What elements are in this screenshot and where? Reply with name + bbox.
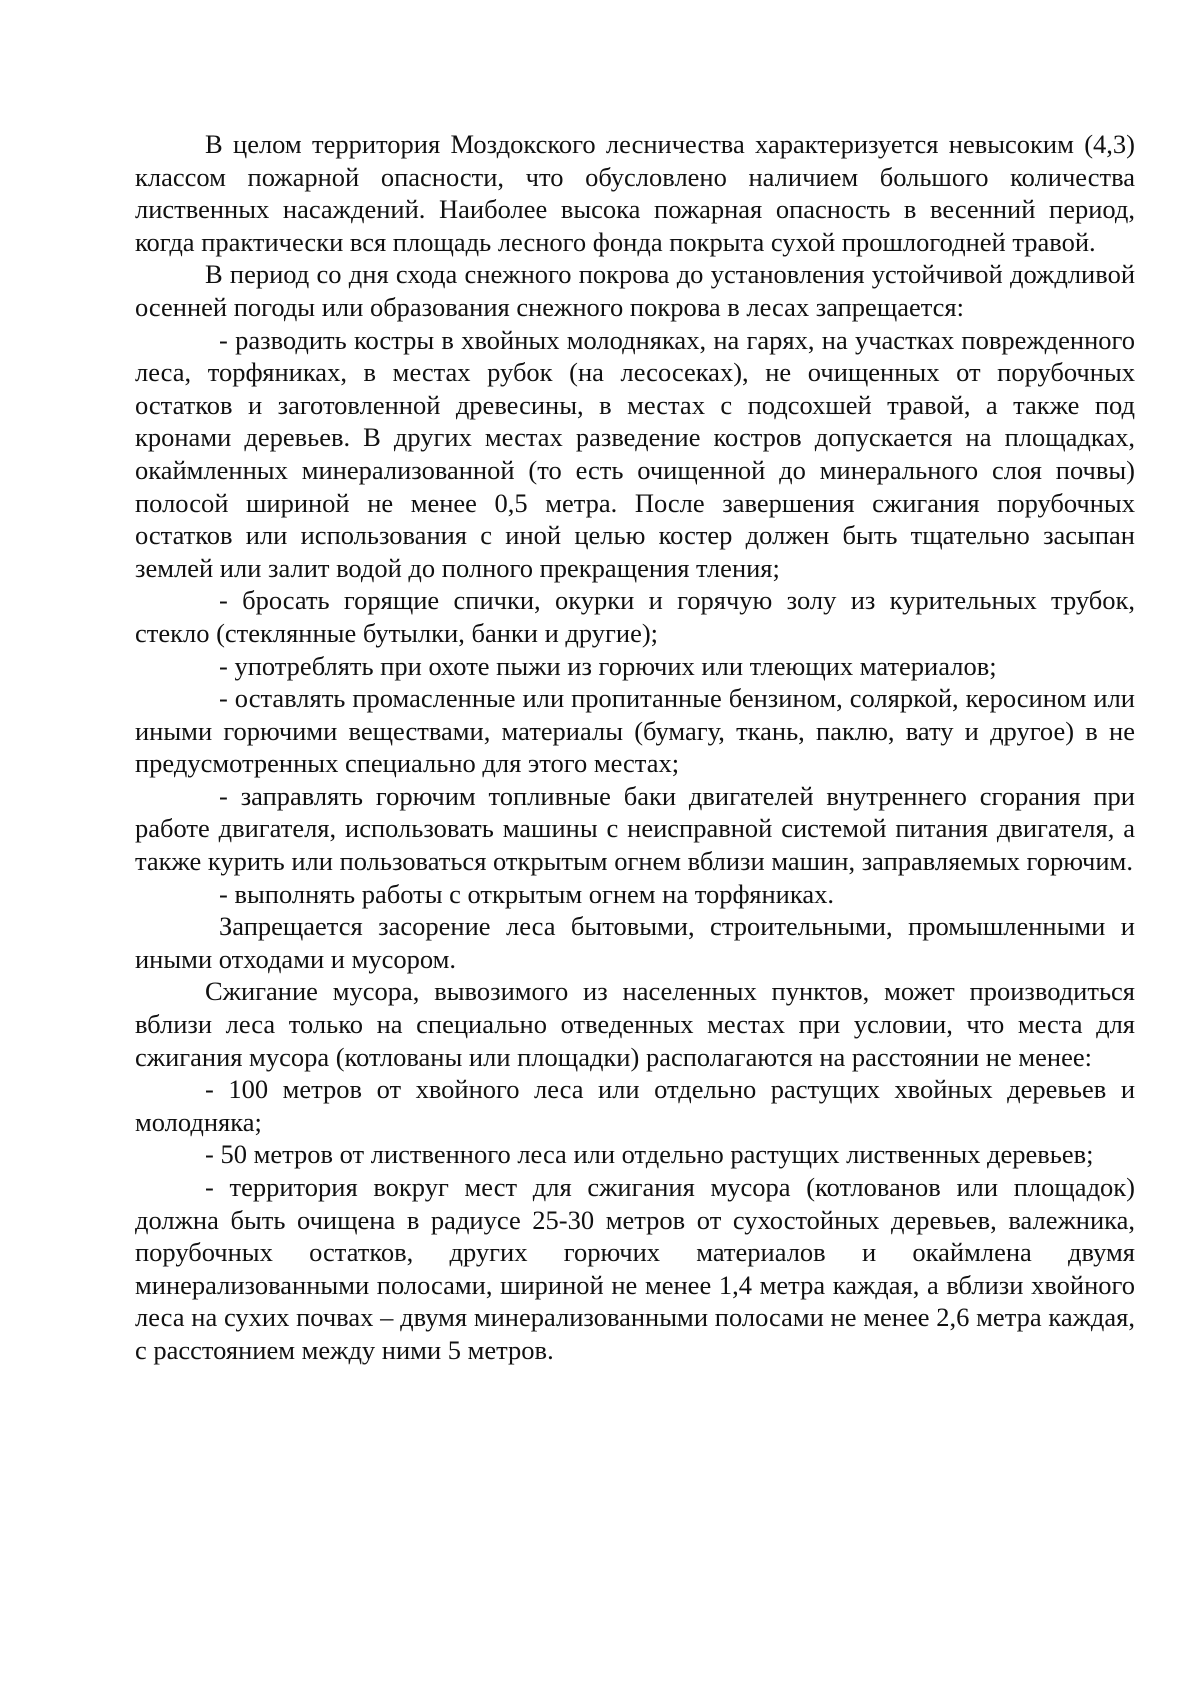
list-item-peat-works: - выполнять работы с открытым огнем на торфяниках.: [219, 878, 834, 909]
paragraph-prohibitions-intro: В период со дня схода снежного покрова до установления устойчивой дождливой осенней погоды или образования снежного покрова в лесах запрещается:: [135, 259, 1135, 322]
list-item-oiled-materials: - оставлять промасленные или пропитанные бензином, соляркой, керосином или иными горючими веществами, материалы (бумагу, ткань, паклю, вату и другое) в не предусмотренных специально для этого местах;: [135, 683, 1135, 779]
list-item-territory-clearing: - территория вокруг мест для сжигания мусора (котлованов или площадок) должна быть очищена в радиусе 25-30 метров от сухостойных деревьев, валежника, порубочных остатков, других горючих материалов и окаймлена двумя минерализованными полосами, шириной не менее 1,4 метра каждая, а вблизи хвойного леса на сухих почвах – двумя минерализованными полосами не менее 2,6 метра каждая, с расстоянием между ними 5 метров.: [135, 1172, 1135, 1365]
paragraph-waste-burning: Сжигание мусора, вывозимого из населенных пунктов, может производиться вблизи леса только на специально отведенных местах при условии, что места для сжигания мусора (котлованы или площадки) располагаются на расстоянии не менее:: [135, 976, 1135, 1072]
list-item-refueling: - заправлять горючим топливные баки двигателей внутреннего сгорания при работе двигателя, использовать машины с неисправной системой питания двигателя, а также курить или пользоваться открытым огнем вблизи машин, заправляемых горючим.: [135, 780, 1135, 877]
list-item-matches: - бросать горящие спички, окурки и горячую золу из курительных трубок, стекло (стеклянные бутылки, банки и другие);: [135, 585, 1135, 648]
list-item-50-meters: - 50 метров от лиственного леса или отдельно растущих лиственных деревьев;: [205, 1139, 1094, 1170]
document-body: [135, 128, 1135, 1367]
paragraph-littering: Запрещается засорение леса бытовыми, строительными, промышленными и иными отходами и мусором.: [135, 911, 1135, 974]
list-item-hunting-wads: - употреблять при охоте пыжи из горючих или тлеющих материалов;: [219, 650, 997, 681]
list-item-100-meters: - 100 метров от хвойного леса или отдельно растущих хвойных деревьев и молодняка;: [135, 1074, 1135, 1137]
paragraph-fire-danger-class: В целом территория Моздокского лесничества характеризуется невысоким (4,3) классом пожарной опасности, что обусловлено наличием большого количества лиственных насаждений. Наиболее высока пожарная опасность в весенний период, когда практически вся площадь лесного фонда покрыта сухой прошлогодней травой.: [135, 129, 1135, 257]
list-item-campfires: - разводить костры в хвойных молодняках, на гарях, на участках поврежденного леса, торфяниках, в местах рубок (на лесосеках), не очищенных от порубочных остатков и заготовленной древесины, в местах с подсохшей травой, а также под кронами деревьев. В других местах разведение костров допускается на площадках, окаймленных минерализованной (то есть очищенной до минерального слоя почвы) полосой шириной не менее 0,5 метра. После завершения сжигания порубочных остатков или использования с иной целью костер должен быть тщательно засыпан землей или залит водой до полного прекращения тления;: [135, 324, 1135, 583]
